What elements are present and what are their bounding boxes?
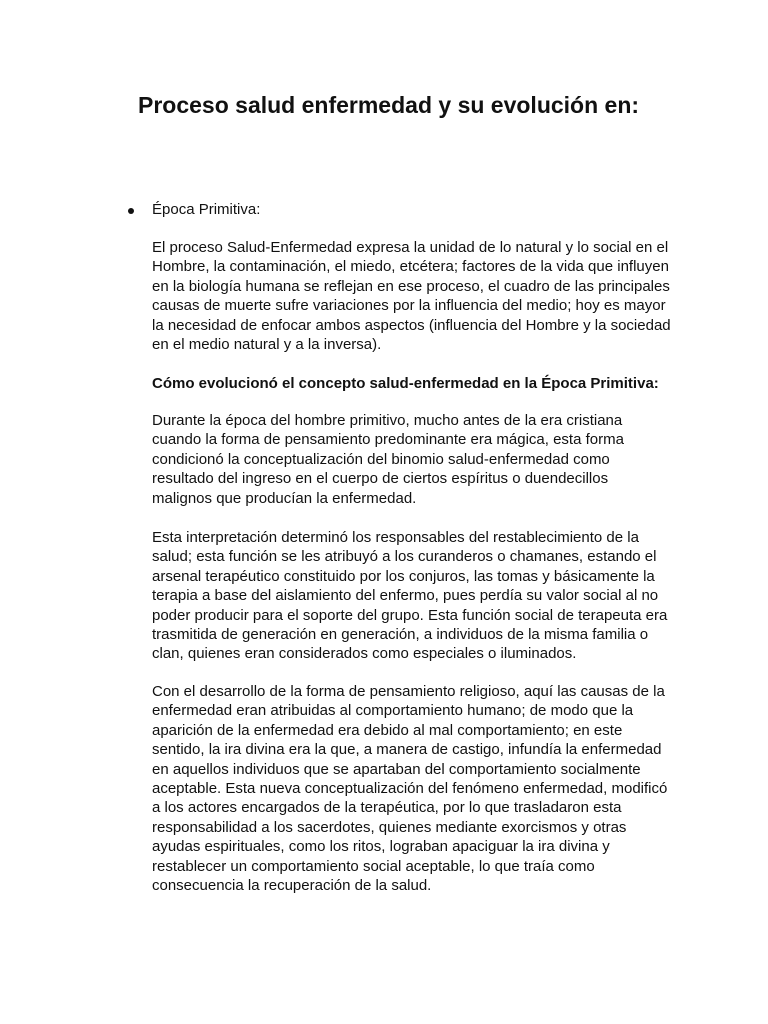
paragraph-pensamiento-religioso: Con el desarrollo de la forma de pensamiento religioso, aquí las causas de la enfermedad eran atribuidas al comportamiento humano; de modo que la aparición de la enfermedad era debido al mal comportamiento; en este sentido, la ira divina era la que, a manera de castigo, infundía la enfermedad en aquellos individuos que se apartaban del comportamiento socialmente aceptable. Esta nueva conceptualización del fenómeno enfermedad, modificó a los actores encargados de la terapéutica, por lo que trasladaron esta responsabilidad a los sacerdotes, quienes mediante exorcismos y otras ayudas espirituales, como los ritos, lograban apaciguar la ira divina y restablecer un comportamiento social aceptable, lo que traía como consecuencia la recuperación de la salud. [152,683,668,895]
document-title: Proceso salud enfermedad y su evolución en: [138,92,640,118]
section-subheading: Cómo evolucionó el concepto salud-enfermedad en la Época Primitiva: [152,375,659,392]
bullet-icon [128,208,134,214]
paragraph-intro: El proceso Salud-Enfermedad expresa la unidad de lo natural y lo social en el Hombre, la contaminación, el miedo, etcétera; factores de la vida que influyen en la biología humana se reflejan en ese proceso, el cuadro de las principales causas de muerte sufre variaciones por la influencia del medio; hoy es mayor la necesidad de enfocar ambos aspectos (influencia del Hombre y la sociedad en el medio natural y a la inversa). [152,239,671,354]
paragraph-interpretacion: Esta interpretación determinó los responsables del restablecimiento de la salud; esta función se les atribuyó a los curanderos o chamanes, estando el arsenal terapéutico constituido por los conjuros, las tomas y básicamente la terapia a base del aislamiento del enfermo, pues perdía su valor social al no poder producir para el soporte del grupo. Esta función social de terapeuta era trasmitida de generación en generación, a individuos de la misma familia o clan, quienes eran considerados como especiales o iluminados. [152,529,668,663]
paragraph-hombre-primitivo: Durante la época del hombre primitivo, mucho antes de la era cristiana cuando la forma de pensamiento predominante era mágica, esta forma condicionó la conceptualización del binomio salud-enfermedad como resultado del ingreso en el cuerpo de ciertos espíritus o duendecillos malignos que producían la enfermedad. [152,412,624,507]
bullet-label: Época Primitiva: [152,201,261,218]
